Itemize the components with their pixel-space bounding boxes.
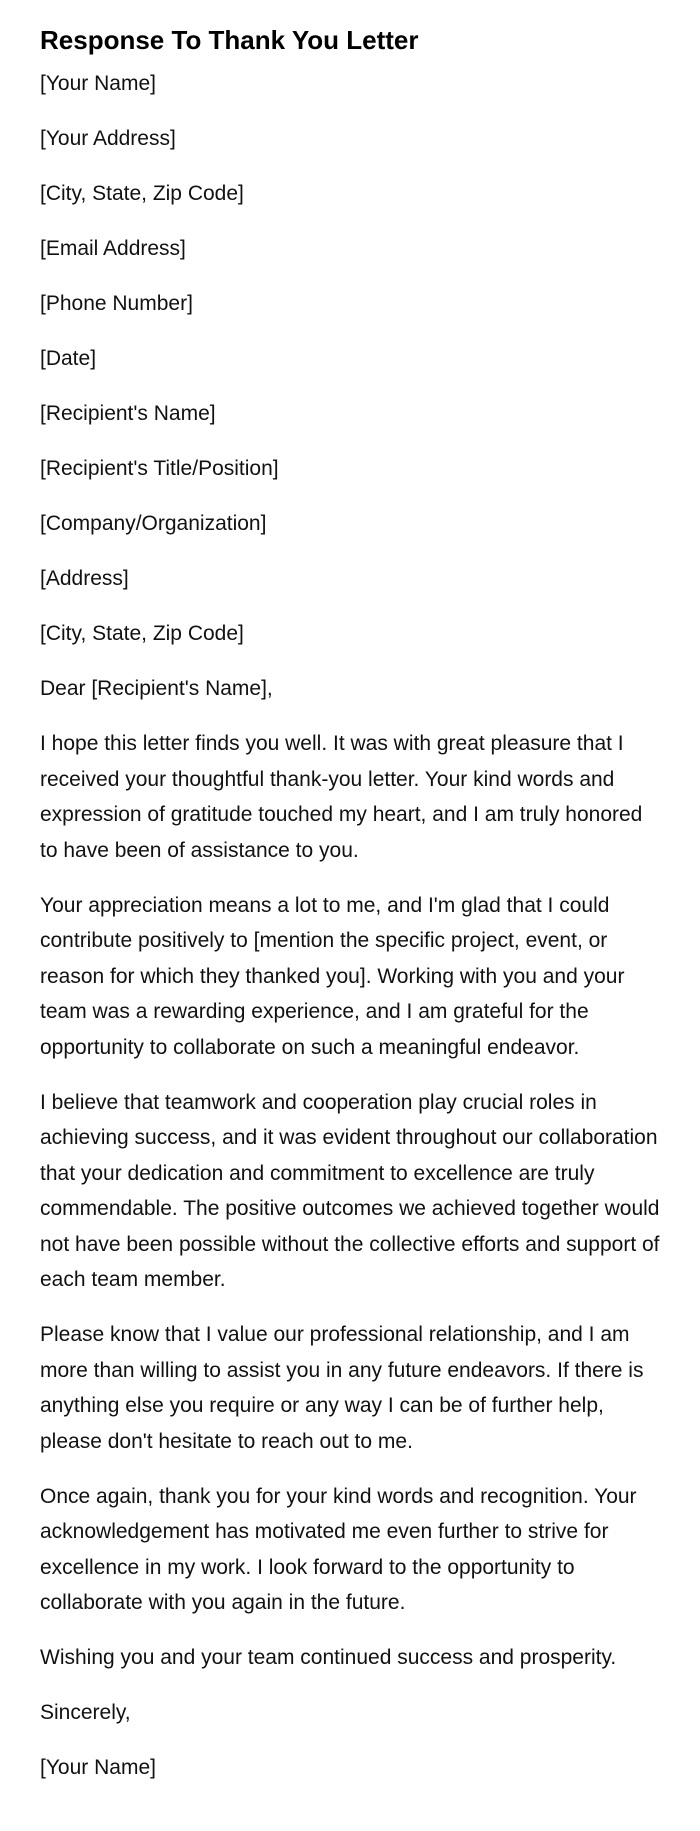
sender-name: [Your Name] <box>40 72 156 95</box>
closing: Sincerely, <box>40 1701 131 1724</box>
sender-phone: [Phone Number] <box>40 292 193 315</box>
page-title: Response To Thank You Letter <box>40 25 419 55</box>
body-paragraph-5: Once again, thank you for your kind words and recognition. Your acknowledgement has motivated me even further to strive for excellence in my work. I look forward to the opportunity to collaborate with you again in the future. <box>40 1484 637 1614</box>
body-paragraph-1: I hope this letter finds you well. It was with great pleasure that I received your thoughtful thank-you letter. Your kind words and expression of gratitude touched my heart, and I am truly honored to have been of assistance to you. <box>40 732 643 862</box>
sender-city-state-zip: [City, State, Zip Code] <box>40 182 244 205</box>
recipient-address: [Address] <box>40 567 129 590</box>
body-paragraph-3: I believe that teamwork and cooperation play crucial roles in achieving success, and it was evident throughout our collaboration that your dedication and commitment to excellence are truly commendable. The positive outcomes we achieved together would not have been possible without the collective efforts and support of each team member. <box>40 1090 660 1291</box>
body-paragraph-6: Wishing you and your team continued success and prosperity. <box>40 1646 617 1669</box>
salutation: Dear [Recipient's Name], <box>40 677 273 700</box>
body-paragraph-4: Please know that I value our professional relationship, and I am more than willing to assist you in any future endeavors. If there is anything else you require or any way I can be of further help, please don't hesitate to reach out to me. <box>40 1323 644 1453</box>
recipient-title: [Recipient's Title/Position] <box>40 457 279 480</box>
body-paragraph-2: Your appreciation means a lot to me, and I'm glad that I could contribute positively to [mention the specific project, event, or reason for which they thanked you]. Working with you and your team was a rewarding experience, and I am grateful for the opportunity to collaborate on such a meaningful endeavor. <box>40 893 625 1059</box>
signature: [Your Name] <box>40 1756 156 1779</box>
sender-email: [Email Address] <box>40 237 186 260</box>
sender-address: [Your Address] <box>40 127 176 150</box>
recipient-name: [Recipient's Name] <box>40 402 216 425</box>
recipient-city-state-zip: [City, State, Zip Code] <box>40 622 244 645</box>
recipient-company: [Company/Organization] <box>40 512 267 535</box>
letter-date: [Date] <box>40 347 97 370</box>
